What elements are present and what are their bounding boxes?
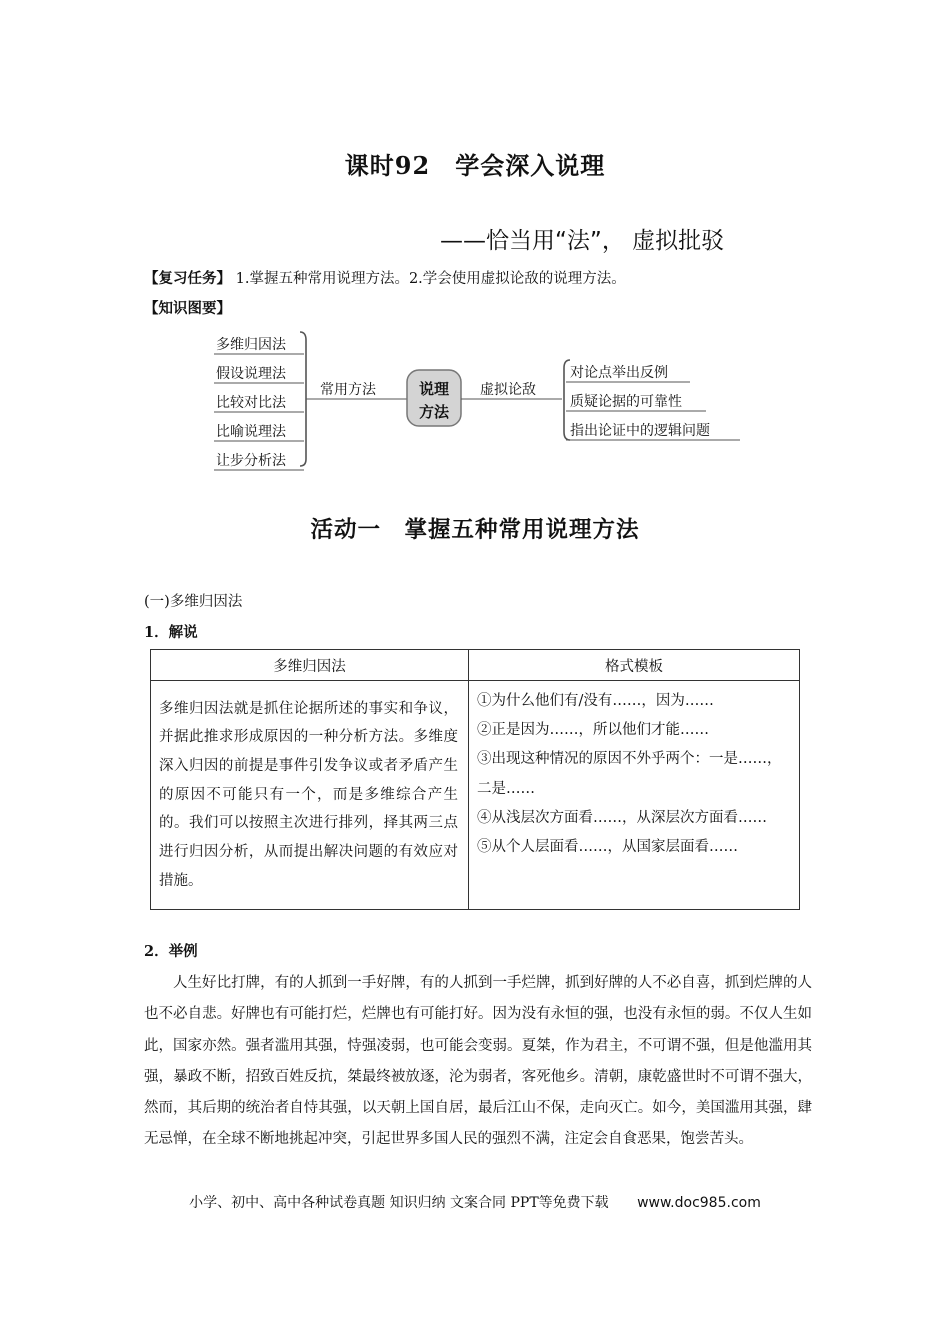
left-branch-label: 常用方法 — [320, 382, 376, 398]
review-task-text: 1.掌握五种常用说理方法。2.学会使用虚拟论敌的说理方法。 — [235, 271, 626, 287]
knowledge-map-tag: 【知识图要】 — [144, 300, 231, 317]
subsection-explain: 1．解说 — [144, 624, 198, 641]
table-header-template: 格式模板 — [469, 650, 800, 681]
review-task-tag: 【复习任务】 — [144, 270, 231, 287]
right-item-2: 质疑论据的可靠性 — [570, 394, 682, 410]
method-description: 多维归因法就是抓住论据所述的事实和争议，并据此推求形成原因的一种分析方法。多维度深入归因的前提是事件引发争议或者矛盾产生的原因不可能只有一个，而是多维综合产生的。我们可以按照主次进行排列，择其两三点进行归因分析，从而提出解决问题的有效应对措施。 — [151, 681, 469, 910]
subsection-example: 2．举例 — [144, 943, 198, 960]
right-branch-label: 虚拟论敌 — [480, 382, 536, 398]
template-item: ④从浅层次方面看……，从深层次方面看…… — [477, 809, 767, 826]
template-list — [469, 681, 800, 910]
knowledge-mind-map — [200, 322, 760, 474]
center-line-1: 说理 — [418, 380, 450, 398]
knowledge-map-heading — [144, 297, 231, 318]
left-item-2: 假设说理法 — [216, 366, 286, 382]
right-item-1: 对论点举出反例 — [570, 365, 668, 381]
lesson-subtitle: ——恰当用“法”， 虚拟批驳 — [440, 228, 725, 254]
left-item-3: 比较对比法 — [216, 395, 286, 411]
template-item: ②正是因为……，所以他们才能…… — [477, 722, 709, 739]
footer-text: 小学、初中、高中各种试卷真题 知识归纳 文案合同 PPT等免费下载 — [189, 1195, 609, 1211]
review-task — [144, 267, 626, 288]
table-header-method: 多维归因法 — [151, 650, 469, 681]
template-item: ①为什么他们有/没有……，因为…… — [477, 693, 714, 709]
section-heading: (一)多维归因法 — [144, 594, 243, 610]
template-item: ③出现这种情况的原因不外乎两个：一是……，二是…… — [477, 751, 782, 797]
left-item-1: 多维归因法 — [216, 337, 286, 353]
page-footer — [0, 1192, 950, 1212]
left-item-5: 让步分析法 — [216, 453, 286, 469]
right-item-3: 指出论证中的逻辑问题 — [570, 423, 710, 439]
method-table — [150, 649, 800, 910]
footer-site-link[interactable]: www.doc985.com — [637, 1195, 761, 1211]
center-line-2: 方法 — [418, 403, 450, 421]
left-item-4: 比喻说理法 — [216, 424, 286, 440]
lesson-title: 课时92 学会深入说理 — [344, 151, 606, 180]
example-paragraph: 人生好比打牌，有的人抓到一手好牌，有的人抓到一手烂牌，抓到好牌的人不必自喜，抓到烂牌的人也不必自悲。好牌也有可能打烂，烂牌也有可能打好。因为没有永恒的强，也没有永恒的弱。不仅人生如此，国家亦然。强者滥用其强，恃强凌弱，也可能会变弱。夏桀，作为君主，不可谓不强，但是他滥用其强，暴政不断，招致百姓反抗，桀最终被放逐，沦为弱者，客死他乡。清朝，康乾盛世时不可谓不强大，然而，其后期的统治者自恃其强，以天朝上国自居，最后江山不保，走向灭亡。如今，美国滥用其强，肆无忌惮，在全球不断地挑起冲突，引起世界多国人民的强烈不满，注定会自食恶果，饱尝苦头。 — [144, 975, 812, 1148]
template-item: ⑤从个人层面看……，从国家层面看…… — [477, 839, 738, 856]
activity-title: 活动一 掌握五种常用说理方法 — [310, 517, 640, 543]
